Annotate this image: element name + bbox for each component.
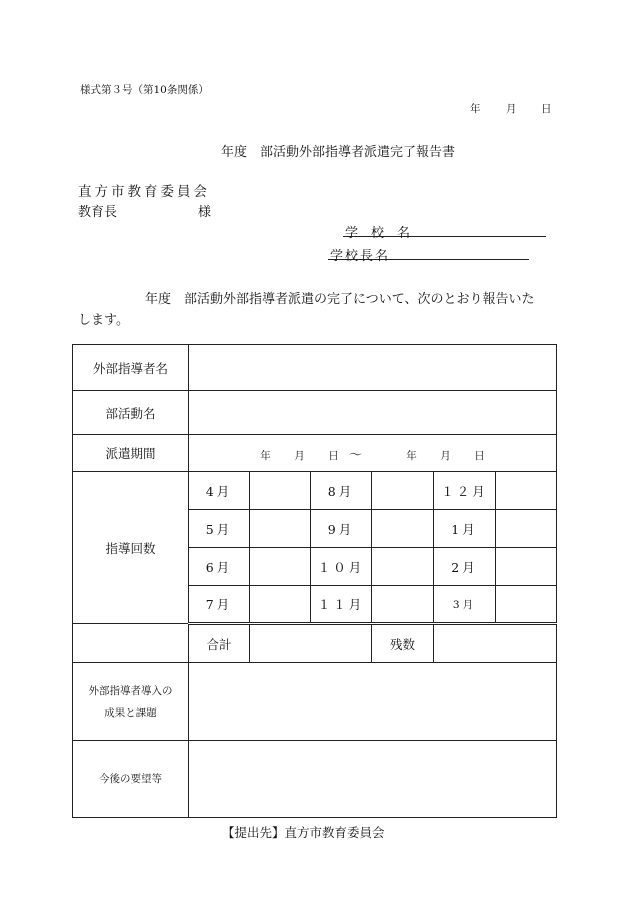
report-statement-line1: 年度 部活動外部指導者派遣の完了について、次のとおり報告いた	[145, 292, 535, 307]
month-label: 9月	[311, 510, 372, 548]
month-count-field[interactable]	[496, 510, 557, 548]
month-count-field[interactable]	[496, 586, 557, 624]
month-label: １２月	[434, 472, 496, 510]
results-label	[73, 663, 189, 741]
period-start-year: 年	[260, 449, 271, 462]
month-label: １１月	[311, 586, 372, 624]
recipient-title: 教育長	[78, 205, 118, 220]
month-label: 2月	[434, 548, 496, 586]
school-name-line	[343, 236, 546, 237]
remaining-field[interactable]	[434, 624, 557, 663]
instructor-name-field[interactable]	[189, 345, 557, 391]
month-count-field[interactable]	[372, 548, 434, 586]
future-label: 今後の要望等	[73, 741, 189, 818]
total-label: 合計	[189, 624, 250, 663]
total-field[interactable]	[250, 624, 372, 663]
recipient-org: 直方市教育委員会	[78, 184, 210, 200]
month-label: 3月	[434, 586, 496, 624]
month-label: 6月	[189, 548, 250, 586]
month-label: 5月	[189, 510, 250, 548]
month-count-field[interactable]	[250, 510, 311, 548]
month-count-field[interactable]	[496, 472, 557, 510]
month-count-field[interactable]	[250, 472, 311, 510]
club-name-label: 部活動名	[73, 391, 189, 435]
instructor-name-label: 外部指導者名	[73, 345, 189, 391]
month-count-field[interactable]	[372, 510, 434, 548]
future-field[interactable]	[189, 741, 557, 818]
results-label-line1: 外部指導者導入の	[88, 684, 173, 697]
report-table	[72, 344, 557, 818]
period-field[interactable]	[189, 435, 557, 472]
results-field[interactable]	[189, 663, 557, 741]
principal-name-label: 学校長名	[330, 249, 391, 264]
period-end-day: 日	[474, 449, 485, 462]
month-count-field[interactable]	[250, 548, 311, 586]
date-day-label: 日	[541, 103, 552, 115]
month-label: 1月	[434, 510, 496, 548]
month-label: 7月	[189, 586, 250, 624]
count-label: 指導回数	[73, 472, 189, 624]
club-name-field[interactable]	[189, 391, 557, 435]
period-label: 派遣期間	[73, 435, 189, 472]
remaining-label: 残数	[372, 624, 434, 663]
report-statement-line2: します。	[78, 313, 129, 328]
month-label: １０月	[311, 548, 372, 586]
period-end-year: 年	[406, 449, 417, 462]
school-name-label: 学 校 名	[345, 226, 411, 241]
month-count-field[interactable]	[250, 586, 311, 624]
month-label: 8月	[311, 472, 372, 510]
period-start-month: 月	[294, 449, 305, 462]
period-start-day: 日	[328, 449, 339, 462]
month-count-field[interactable]	[496, 548, 557, 586]
period-end-month: 月	[440, 449, 451, 462]
date-month-label: 月	[506, 103, 517, 115]
month-label: 4月	[189, 472, 250, 510]
count-label-continuation	[73, 624, 189, 663]
month-count-field[interactable]	[372, 586, 434, 624]
document-title: 年度 部活動外部指導者派遣完了報告書	[221, 145, 456, 160]
submission-destination: 【提出先】直方市教育委員会	[222, 825, 385, 840]
results-label-line2: 成果と課題	[104, 706, 157, 719]
month-count-field[interactable]	[372, 472, 434, 510]
date-year-label: 年	[470, 103, 481, 115]
principal-name-line	[328, 259, 529, 260]
form-number: 様式第３号（第10条関係）	[80, 84, 209, 96]
period-tilde: ～	[349, 447, 363, 463]
recipient-honorific: 様	[198, 205, 212, 220]
